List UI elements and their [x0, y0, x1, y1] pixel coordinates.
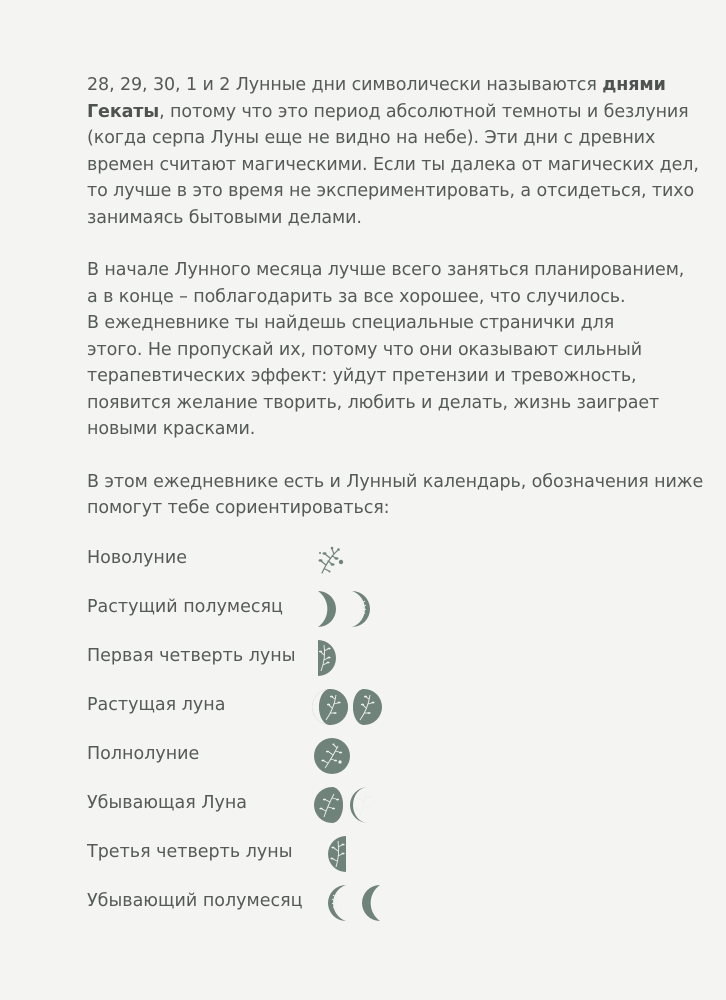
text-line: то лучше в это время не экспериментировать, а отсидеться, тихо — [87, 181, 695, 201]
legend-row-waxing-crescent — [87, 589, 407, 629]
text-line: (когда серпа Луны еще не видно на небе). Эти дни с древних — [87, 128, 656, 148]
legend-label: Новолуние — [87, 548, 188, 568]
paragraph-hecate-days — [87, 72, 699, 231]
paragraph-calendar-intro — [87, 469, 704, 522]
text-line: появится желание творить, любить и делать, жизнь заиграет — [87, 392, 660, 413]
text-line: занимаясь бытовыми делами. — [87, 207, 362, 228]
legend-row-waning-crescent — [87, 883, 407, 923]
legend-label: Первая четверть луны — [87, 646, 296, 666]
legend-label: Убывающая Луна — [87, 793, 248, 813]
waxing-crescent-floral-icon — [346, 589, 386, 629]
text-line: времен считают магическими. Если ты далека от магических дел, — [87, 154, 699, 175]
full-moon-floral-icon — [312, 736, 352, 776]
text-line: В начале Лунного месяца лучше всего заняться планированием, — [87, 260, 685, 280]
text-line: новыми красками. — [87, 419, 256, 439]
legend-label: Полнолуние — [87, 744, 200, 764]
text-line: помогут тебе сориентироваться: — [87, 498, 390, 518]
waning-crescent-icon — [346, 883, 386, 923]
legend-row-first-quarter — [87, 638, 407, 678]
text-line: этого. Не пропускай их, потому что они оказывают сильный — [87, 339, 643, 360]
new-moon-sprig-icon — [312, 540, 352, 580]
text-line: 28, 29, 30, 1 и 2 Лунные дни символически называются днями — [87, 75, 666, 95]
text-line: В этом ежедневнике есть и Лунный календарь, обозначения ниже — [87, 471, 704, 492]
paragraph-planning — [87, 257, 685, 443]
text-line: В ежедневнике ты найдешь специальные странички для — [87, 313, 615, 333]
text-line: Гекаты, потому что это период абсолютной темноты и безлуния — [87, 101, 689, 122]
text-line: а в конце – поблагодарить за все хорошее, что случилось. — [87, 286, 626, 307]
text-column — [87, 72, 704, 548]
text-line: терапевтических эффект: уйдут претензии и тревожность, — [87, 366, 637, 386]
legend-row-full-moon — [87, 736, 407, 776]
legend-label: Убывающий полумесяц — [87, 891, 303, 911]
legend-label: Растущая луна — [87, 695, 226, 715]
legend-row-new-moon — [87, 540, 407, 580]
legend-label: Растущий полумесяц — [87, 597, 283, 617]
legend-row-waxing-gibbous — [87, 687, 407, 727]
waxing-gibbous-floral-icon — [346, 687, 386, 727]
legend-label: Третья четверть луны — [87, 842, 293, 862]
last-quarter-floral-icon — [312, 834, 352, 874]
legend-row-waning-gibbous — [87, 785, 407, 825]
first-quarter-floral-icon — [312, 638, 352, 678]
waning-gibbous-floral-icon — [346, 785, 386, 825]
legend-row-last-quarter — [87, 834, 407, 874]
